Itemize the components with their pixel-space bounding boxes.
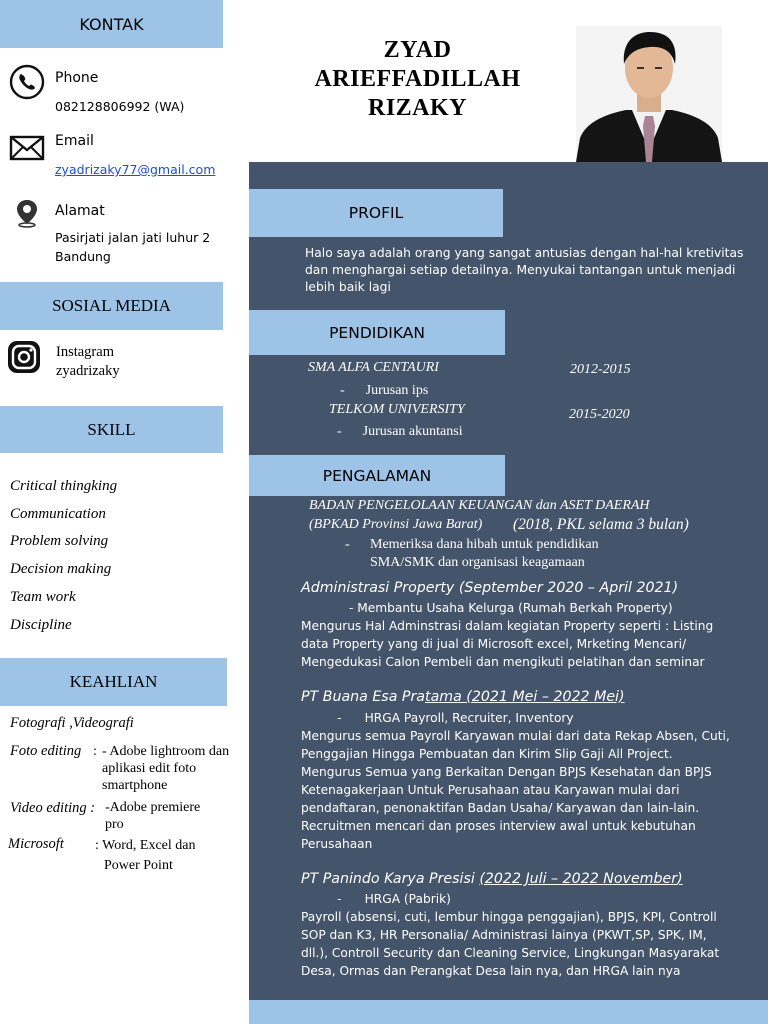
pendidikan-heading bbox=[249, 310, 505, 355]
contact-heading bbox=[0, 0, 223, 48]
buana-desc-6: pendaftaran, penonaktifan Badan Usaha/ Karyawan dan lain-lain. bbox=[301, 801, 700, 815]
contact-heading-text: KONTAK bbox=[79, 14, 144, 34]
profil-line-1: Halo saya adalah orang yang sangat antusias dengan hal-hal kretivitas bbox=[305, 246, 744, 260]
foto-editing-value-2: aplikasi edit foto bbox=[102, 761, 197, 776]
profil-heading-text: PROFIL bbox=[348, 204, 404, 222]
skill-heading bbox=[0, 406, 223, 453]
admin-desc-3: data Property yang di jual di Microsoft excel, Mrketing Mencari/ bbox=[301, 637, 687, 651]
instagram-handle[interactable]: zyadrizaky bbox=[56, 363, 120, 379]
name-line-3: RIZAKY bbox=[367, 95, 467, 121]
buana-desc-4: Mengurus Semua yang Berkaitan Dengan BPJS Kesehatan dan BPJS bbox=[301, 765, 712, 779]
video-editing-value-2: pro bbox=[105, 817, 124, 832]
bpkad-desc-2: SMA/SMK dan organisasi keagamaan bbox=[370, 555, 585, 570]
address-label: Alamat bbox=[55, 203, 105, 219]
skill-item: Team work bbox=[10, 589, 76, 605]
phone-icon bbox=[9, 64, 45, 100]
school-2-years: 2015-2020 bbox=[569, 407, 630, 422]
admin-desc-2: Mengurus Hal Adminstrasi dalam kegiatan Property seperti : Listing bbox=[301, 619, 714, 633]
bpkad-title-1: BADAN PENGELOLAAN KEUANGAN dan ASET DAERAH bbox=[309, 498, 650, 513]
skill-item: Communication bbox=[10, 506, 106, 522]
admin-desc-4: Mengedukasi Calon Pembeli dan mengikuti pelatihan dan seminar bbox=[301, 655, 705, 669]
school-2: TELKOM UNIVERSITY bbox=[329, 402, 465, 417]
panindo-desc-3: SOP dan K3, HR Personalia/ Administrasi lainya (PKWT,SP, SPK, IM, bbox=[301, 928, 707, 942]
video-editing-label: Video editing : bbox=[10, 800, 96, 816]
phone-value: 082128806992 (WA) bbox=[55, 99, 185, 114]
social-heading bbox=[0, 282, 223, 330]
bpkad-desc-1: Memeriksa dana hibah untuk pendidikan bbox=[370, 537, 599, 552]
school-1: SMA ALFA CENTAURI bbox=[308, 360, 439, 375]
envelope-icon bbox=[9, 134, 45, 162]
keahlian-intro: Fotografi ,Videografi bbox=[10, 715, 134, 731]
profil-line-3: lebih baik lagi bbox=[305, 280, 391, 294]
bpkad-title-2: (BPKAD Provinsi Jawa Barat) bbox=[309, 517, 483, 532]
pengalaman-heading bbox=[249, 455, 505, 496]
panindo-desc-1: - HRGA (Pabrik) bbox=[337, 892, 451, 906]
skill-heading-text: SKILL bbox=[87, 419, 136, 439]
panindo-desc-5: Desa, Ormas dan Perangkat Desa lain nya, dan HRGA lain nya bbox=[301, 964, 681, 978]
profil-text bbox=[305, 245, 743, 296]
keahlian-heading-text: KEAHLIAN bbox=[69, 672, 158, 691]
buana-desc-2: Mengurus semua Payroll Karyawan mulai dari data Rekap Absen, Cuti, bbox=[301, 729, 730, 743]
admin-desc-1: - Membantu Usaha Kelurga (Rumah Berkah Property) bbox=[349, 601, 673, 615]
skill-item: Critical thingking bbox=[10, 478, 118, 494]
panindo-title-b: (2022 Juli – 2022 November bbox=[479, 871, 678, 887]
buana-title bbox=[301, 689, 625, 705]
panindo-desc-4: dll.), Controll Security dan Cleaning Service, Lingkungan Masyarakat bbox=[301, 946, 720, 960]
pendidikan-heading-text: PENDIDIKAN bbox=[329, 323, 425, 342]
buana-title-b: tama (2021 Mei – 2022 Mei) bbox=[425, 689, 625, 705]
buana-desc-5: Ketenagakerjaan Untuk Perusahaan atau Karyawan mulai dari bbox=[301, 783, 680, 797]
name-title bbox=[300, 36, 535, 123]
panindo-title bbox=[301, 871, 683, 887]
keahlian-heading bbox=[0, 658, 227, 706]
panindo-title-a: PT Panindo Karya Presisi bbox=[301, 871, 480, 887]
footer-bar bbox=[249, 1000, 768, 1024]
profil-heading bbox=[249, 189, 503, 237]
email-label: Email bbox=[55, 133, 94, 149]
skill-item: Decision making bbox=[10, 561, 112, 577]
email-link[interactable]: zyadrizaky77@gmail.com bbox=[55, 162, 216, 177]
bpkad-period: (2018, PKL selama 3 bulan) bbox=[513, 516, 689, 533]
phone-label: Phone bbox=[55, 70, 99, 86]
panindo-title-c: ) bbox=[677, 871, 683, 887]
name-line-2: ARIEFFADILLAH bbox=[314, 66, 521, 92]
panindo-desc-2: Payroll (absensi, cuti, lembur hingga penggajian), BPJS, KPI, Controll bbox=[301, 910, 717, 924]
foto-editing-value-3: smartphone bbox=[102, 778, 168, 793]
skill-item: Problem solving bbox=[10, 533, 109, 549]
video-editing-value-1: -Adobe premiere bbox=[105, 800, 201, 815]
pengalaman-heading-text: PENGALAMAN bbox=[322, 466, 432, 485]
bpkad-bullet: - bbox=[345, 537, 350, 552]
address-line-2: Bandung bbox=[55, 249, 111, 264]
address-line-1: Pasirjati jalan jati luhur 2 bbox=[55, 230, 211, 245]
admin-property-title: Administrasi Property (September 2020 – April 2021) bbox=[301, 580, 679, 596]
microsoft-value-1: : Word, Excel dan bbox=[95, 838, 196, 853]
school-1-major: - Jurusan ips bbox=[340, 383, 429, 398]
skill-item: Discipline bbox=[10, 617, 72, 633]
foto-editing-label: Foto editing bbox=[10, 743, 82, 759]
microsoft-label: Microsoft bbox=[8, 836, 64, 852]
map-pin-icon bbox=[14, 198, 40, 228]
foto-editing-colon: : bbox=[93, 744, 97, 759]
profile-photo bbox=[576, 26, 722, 162]
profil-line-2: dan menghargai setiap detailnya. Menyukai tantangan untuk menjadi bbox=[305, 263, 736, 277]
buana-desc-8: Perusahaan bbox=[301, 837, 373, 851]
buana-title-a: PT Buana Esa Pra bbox=[301, 689, 425, 705]
buana-desc-1: - HRGA Payroll, Recruiter, Inventory bbox=[337, 711, 574, 725]
buana-desc-7: Recruitmen mencari dan proses interview awal untuk kebutuhan bbox=[301, 819, 696, 833]
instagram-platform: Instagram bbox=[56, 344, 114, 360]
buana-desc-3: Penggajian Hingga Pembuatan dan Kirim Slip Gaji All Project. bbox=[301, 747, 673, 761]
social-heading-text: SOSIAL MEDIA bbox=[52, 296, 171, 315]
foto-editing-value-1: - Adobe lightroom dan bbox=[102, 744, 230, 759]
microsoft-value-2: Power Point bbox=[104, 858, 173, 873]
school-2-major: - Jurusan akuntansi bbox=[337, 424, 463, 439]
instagram-icon[interactable] bbox=[7, 340, 41, 374]
name-line-1: ZYAD bbox=[383, 37, 452, 63]
school-1-years: 2012-2015 bbox=[570, 362, 631, 377]
